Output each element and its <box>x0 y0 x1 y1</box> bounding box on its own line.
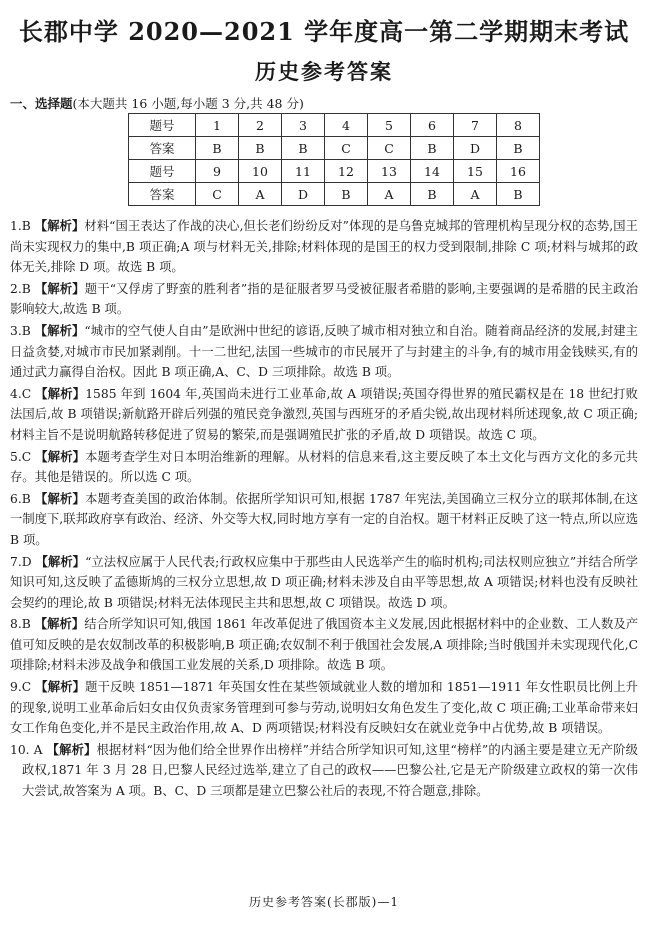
explanation-item <box>10 216 638 278</box>
explanation-text: “立法权应属于人民代表;行政权应集中于那些由人民选举产生的临时机构;司法权则应独立”并结合所学知识可知,这反映了孟德斯鸠的三权分立思想,故 D 项正确;材料未涉及自由平等思想,故 A 项错误;材料也没有反映社会契约的理论,故 B 项错误;材料无法体现民主共和思想,故 C 项错误。故选 D 项。 <box>10 554 638 610</box>
analysis-tag: 【解析】 <box>34 616 85 632</box>
answer-table-cell: B <box>282 137 325 160</box>
explanation-item <box>10 552 638 614</box>
section-label: 一、选择题 <box>10 96 73 111</box>
answer-table-cell: 15 <box>454 160 497 183</box>
answer-table-cell: 16 <box>497 160 540 183</box>
answer-table-cell: 8 <box>497 114 540 137</box>
answer-table-cell: 13 <box>368 160 411 183</box>
question-answer-label: 8.B <box>10 617 31 632</box>
answer-table-cell: 1 <box>196 114 239 137</box>
question-answer-label: 10. A <box>10 742 43 757</box>
exam-title: 长郡中学 2020—2021 学年度高一第二学期期末考试 <box>18 17 630 46</box>
analysis-tag: 【解析】 <box>35 385 86 401</box>
answer-table-row <box>129 114 540 137</box>
analysis-tag: 【解析】 <box>35 448 86 464</box>
explanation-text: 结合所学知识可知,俄国 1861 年改革促进了俄国资本主义发展,因此根据材料中的企业数、工人数及产值可知反映的是农奴制改革的积极影响,B 项正确;农奴制不利于俄国社会发展,A 项排除;当时俄国并未实现现代化,C 项排除;材料未涉及战争和俄国工业发展的关系,D 项排除。故选 B 项。 <box>10 617 638 673</box>
explanation-item <box>10 614 638 676</box>
explanation-text: 题干“又俘虏了野蛮的胜利者”指的是征服者罗马受被征服者希腊的影响,主要强调的是希腊的民主政治影响较大,故选 B 项。 <box>10 281 638 317</box>
answer-table-row-header: 题号 <box>129 160 196 183</box>
analysis-tag: 【解析】 <box>46 741 97 757</box>
question-answer-label: 1.B <box>10 219 31 233</box>
answer-table-cell: B <box>196 137 239 160</box>
answer-table-row-header: 答案 <box>129 183 196 206</box>
explanation-text: 根据材料“因为他们给全世界作出榜样”并结合所学知识可知,这里“榜样”的内涵主要是建立无产阶级政权,1871 年 3 月 28 日,巴黎人民经过选举,建立了自己的政权——巴黎公社,它是无产阶级建立政权的第一次伟大尝试,故答案为 A 项。B、C、D 三项都是建立巴黎公社后的表现,不符合题意,排除。 <box>22 742 638 799</box>
answer-table-row <box>129 160 540 183</box>
analysis-tag: 【解析】 <box>34 218 85 233</box>
answer-table-cell: 5 <box>368 114 411 137</box>
answer-table-cell: B <box>411 183 454 206</box>
explanation-text: “城市的空气使人自由”是欧洲中世纪的谚语,反映了城市相对独立和自治。随着商品经济的发展,封建主日益贪婪,对城市市民加紧剥削。十一二世纪,法国一些城市的市民展开了与封建主的斗争,有的城市用金钱赎买,有的通过武力赢得自治权。因此 B 项正确,A、C、D 三项排除。故选 B 项。 <box>10 323 638 380</box>
answer-table-cell: B <box>325 183 368 206</box>
explanation-item <box>10 740 638 802</box>
answer-table-cell: 4 <box>325 114 368 137</box>
answer-table-cell: D <box>282 183 325 206</box>
answer-table-cell: D <box>454 137 497 160</box>
answer-table-cell: B <box>411 137 454 160</box>
analysis-tag: 【解析】 <box>34 280 85 296</box>
answer-table-cell: C <box>325 137 368 160</box>
analysis-tag: 【解析】 <box>34 490 86 506</box>
explanation-text: 题干反映 1851—1871 年英国女性在某些领域就业人数的增加和 1851—1911 年女性职员比例上升的现象,说明工业革命后妇女由仅负责家务管理到可参与劳动,说明妇女角色发生了变化,故 C 项正确;工业革命带来妇女工作角色变化,并不是民主政治作用,故 A、D 两项错误;材料没有反映妇女在就业竞争中占优势,故 B 项错误。 <box>10 680 638 736</box>
explanation-text: 本题考查美国的政治体制。依据所学知识可知,根据 1787 年宪法,美国确立三权分立的联邦体制,在这一制度下,联邦政府享有政治、经济、外交等大权,同时地方享有一定的自治权。题干材料正反映了这一特点,所以应选 B 项。 <box>10 491 638 547</box>
question-answer-label: 7.D <box>10 554 32 569</box>
answer-table <box>128 113 540 206</box>
section-heading <box>10 94 304 112</box>
question-answer-label: 3.B <box>10 323 31 338</box>
question-answer-label: 5.C <box>10 449 32 464</box>
explanation-item <box>10 447 638 488</box>
answer-table-cell: B <box>497 183 540 206</box>
answer-table-cell: A <box>368 183 411 206</box>
analysis-tag: 【解析】 <box>35 553 86 569</box>
explanation-text: 本题考查学生对日本明治维新的理解。从材料的信息来看,这主要反映了本土文化与西方文化的多元共存。其他是错误的。所以选 C 项。 <box>10 449 638 485</box>
question-answer-label: 4.C <box>10 386 32 401</box>
page-footer: 历史参考答案(长郡版)—1 <box>249 895 399 909</box>
answer-table-cell: A <box>239 183 282 206</box>
explanation-list <box>10 216 638 803</box>
explanation-item <box>10 384 638 446</box>
explanation-item <box>10 677 638 739</box>
answer-table-cell: 7 <box>454 114 497 137</box>
explanation-item <box>10 489 638 551</box>
answer-table-cell: 12 <box>325 160 368 183</box>
analysis-tag: 【解析】 <box>35 679 86 695</box>
answer-table-cell: 6 <box>411 114 454 137</box>
answer-table-cell: C <box>368 137 411 160</box>
answer-table-cell: 14 <box>411 160 454 183</box>
question-answer-label: 9.C <box>10 680 32 695</box>
answer-table-row-header: 题号 <box>129 114 196 137</box>
explanation-item <box>10 279 638 320</box>
analysis-tag: 【解析】 <box>34 322 85 338</box>
answer-table-cell: 10 <box>239 160 282 183</box>
section-note: (本大题共 16 小题,每小题 3 分,共 48 分) <box>72 96 304 111</box>
document-subtitle: 历史参考答案 <box>255 59 393 84</box>
answer-table-row <box>129 137 540 160</box>
answer-table-cell: 11 <box>282 160 325 183</box>
answer-table-cell: B <box>239 137 282 160</box>
answer-table-cell: 2 <box>239 114 282 137</box>
answer-table-cell: A <box>454 183 497 206</box>
explanation-text: 材料“国王表达了作战的决心,但长老们纷纷反对”体现的是乌鲁克城邦的管理机构呈现分权的态势,国王尚未实现权力的集中,B 项正确;A 项与材料无关,排除;材料体现的是国王的权力受到限制,排除 C 项;材料与城邦的政体无关,排除 D 项。故选 B 项。 <box>10 219 638 275</box>
answer-table-cell: B <box>497 137 540 160</box>
explanation-text: 1585 年到 1604 年,英国尚未进行工业革命,故 A 项错误;英国夺得世界的殖民霸权是在 18 世纪打败法国后,故 B 项错误;新航路开辟后列强的殖民竞争激烈,英国与西班牙的矛盾尖锐,故出现材料所述现象,故 C 项正确;材料主旨不是说明航路转移促进了贸易的繁荣,而是强调殖民扩张的矛盾,故 D 项错误。故选 C 项。 <box>10 386 638 442</box>
explanation-item <box>10 321 638 383</box>
question-answer-label: 6.B <box>10 491 31 506</box>
answer-table-cell: C <box>196 183 239 206</box>
answer-table-cell: 9 <box>196 160 239 183</box>
question-answer-label: 2.B <box>10 281 31 296</box>
answer-table-row-header: 答案 <box>129 137 196 160</box>
answer-table-row <box>129 183 540 206</box>
answer-table-cell: 3 <box>282 114 325 137</box>
